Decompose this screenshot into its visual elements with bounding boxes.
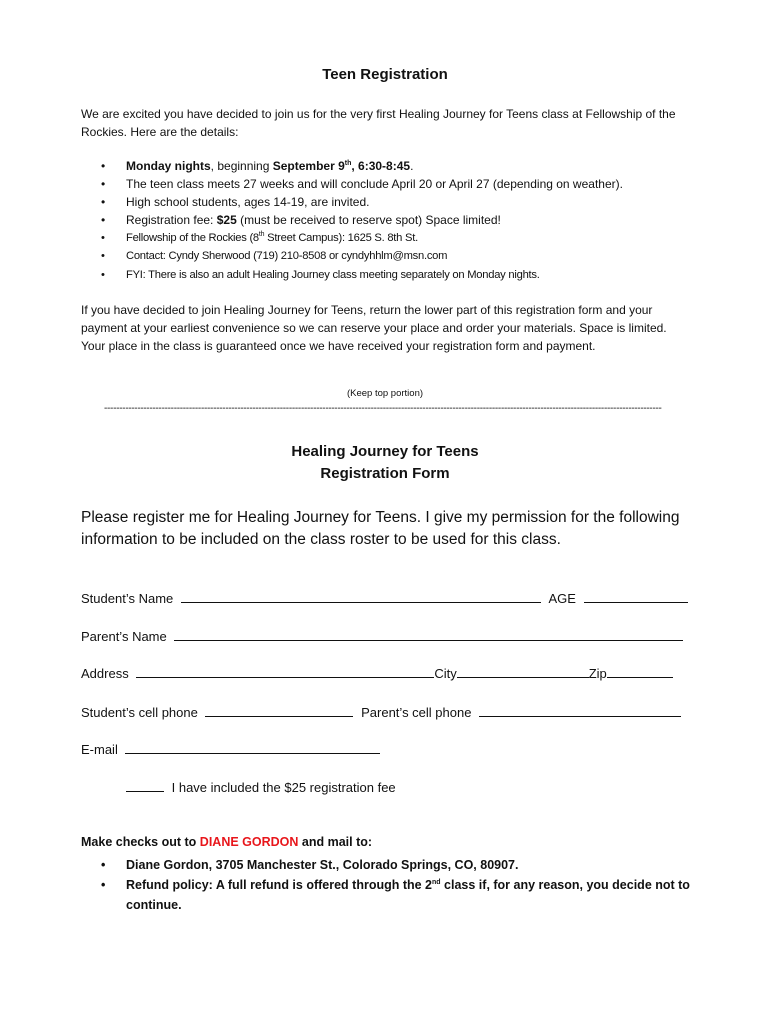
parent-name-row — [81, 628, 683, 644]
details-list — [81, 157, 681, 284]
address-field[interactable] — [136, 665, 434, 678]
list-item — [81, 855, 701, 875]
instructions-paragraph: If you have decided to join Healing Journey for Teens, return the lower part of this registration form and your payment at your earliest convenience so we can reserve your place and order your materials. Space is limited. Your place in the class is guaranteed once we have received your registration form and payment. — [81, 303, 667, 353]
city-field[interactable] — [457, 665, 589, 678]
zip-field[interactable] — [607, 665, 673, 678]
list-item — [81, 157, 681, 175]
address-row — [81, 665, 673, 681]
payment-instructions — [81, 835, 721, 849]
form-subtitle-line: Registration Form — [320, 465, 450, 482]
parent-cell-label: Parent’s cell phone — [361, 705, 472, 720]
start-date: September 9th, 6:30-8:45 — [272, 159, 411, 173]
zip-label: Zip — [588, 666, 607, 681]
age-label: AGE — [548, 591, 576, 606]
bullet-icon: • — [101, 177, 106, 192]
intro-paragraph: We are excited you have decided to join us for the very first Healing Journey for Teens class at Fellowship of the Rockies. Here are the details: — [81, 107, 676, 139]
fee-check-field[interactable] — [126, 779, 164, 792]
text-span: Refund policy: A full refund is offered through the 2 — [126, 878, 433, 892]
fee-label: I have included the $25 registration fee — [171, 780, 396, 795]
student-cell-field[interactable] — [205, 704, 353, 717]
bullet-icon: • — [101, 878, 106, 892]
text-span: Make checks out to — [81, 835, 200, 849]
text-span: Street Campus): 1625 S. 8th St. — [264, 232, 418, 245]
list-item-text: The teen class meets 27 weeks and will conclude April 20 or April 27 (depending on weather). — [126, 177, 623, 192]
list-item — [81, 193, 681, 211]
bullet-icon: • — [101, 250, 105, 263]
text-span: , beginning — [210, 159, 273, 173]
bullet-icon: • — [101, 268, 105, 281]
list-item — [81, 247, 681, 265]
text-span: and mail to: — [298, 835, 373, 849]
form-title — [0, 441, 770, 485]
phone-row — [81, 704, 681, 720]
page-title: Teen Registration — [322, 66, 448, 83]
mailing-address: Diane Gordon, 3705 Manchester St., Colorado Springs, CO, 80907. — [126, 858, 519, 872]
bullet-icon: • — [101, 232, 105, 245]
meeting-day: Monday nights — [126, 159, 211, 173]
parent-name-label: Parent’s Name — [81, 629, 167, 644]
list-item — [81, 266, 681, 284]
parent-cell-field[interactable] — [479, 704, 681, 717]
parent-name-field[interactable] — [174, 628, 683, 641]
age-field[interactable] — [584, 590, 688, 603]
fee-row — [126, 779, 396, 795]
text-span: (must be received to reserve spot) Space limited! — [236, 213, 501, 228]
keep-note: (Keep top portion) — [346, 388, 424, 399]
student-name-field[interactable] — [181, 590, 541, 603]
text-span: . — [410, 159, 414, 173]
text-span: Registration fee: — [126, 213, 217, 228]
list-item — [81, 875, 701, 915]
fee-amount: $25 — [216, 213, 237, 228]
permission-statement: Please register me for Healing Journey for Teens. I give my permission for the following information to be included on the class roster to be used for this class. — [81, 509, 680, 548]
list-item — [81, 229, 681, 247]
email-label: E-mail — [81, 742, 118, 757]
bullet-icon: • — [101, 159, 106, 173]
contact-text: Contact: Cyndy Sherwood (719) 210-8508 or cyndyhhlm@msn.com — [126, 250, 448, 263]
list-item-text: FYI: There is also an adult Healing Journey class meeting separately on Monday nights. — [126, 268, 540, 281]
payee-name: DIANE GORDON — [199, 835, 299, 849]
list-item-text: High school students, ages 14-19, are invited. — [126, 195, 370, 210]
list-item — [81, 211, 681, 229]
bullet-icon: • — [101, 213, 106, 228]
superscript: nd — [432, 879, 441, 886]
email-field[interactable] — [125, 741, 380, 754]
address-label: Address — [81, 666, 129, 681]
city-label: City — [434, 666, 457, 681]
cut-line-divider: ---------------------------------------------------------------------------------------------------------------------------------------------------------------------------------------- — [104, 403, 662, 414]
payment-list — [81, 855, 701, 915]
superscript: th — [258, 231, 265, 239]
text-span: Fellowship of the Rockies (8 — [126, 232, 259, 245]
bullet-icon: • — [101, 858, 106, 872]
bullet-icon: • — [101, 195, 106, 210]
student-name-label: Student’s Name — [81, 591, 174, 606]
text-span: class if, for any reason, you decide not to continue. — [126, 878, 690, 912]
student-name-row — [81, 590, 688, 606]
form-title-line: Healing Journey for Teens — [291, 443, 479, 460]
list-item — [81, 175, 681, 193]
email-row — [81, 741, 380, 757]
student-cell-label: Student’s cell phone — [81, 705, 198, 720]
